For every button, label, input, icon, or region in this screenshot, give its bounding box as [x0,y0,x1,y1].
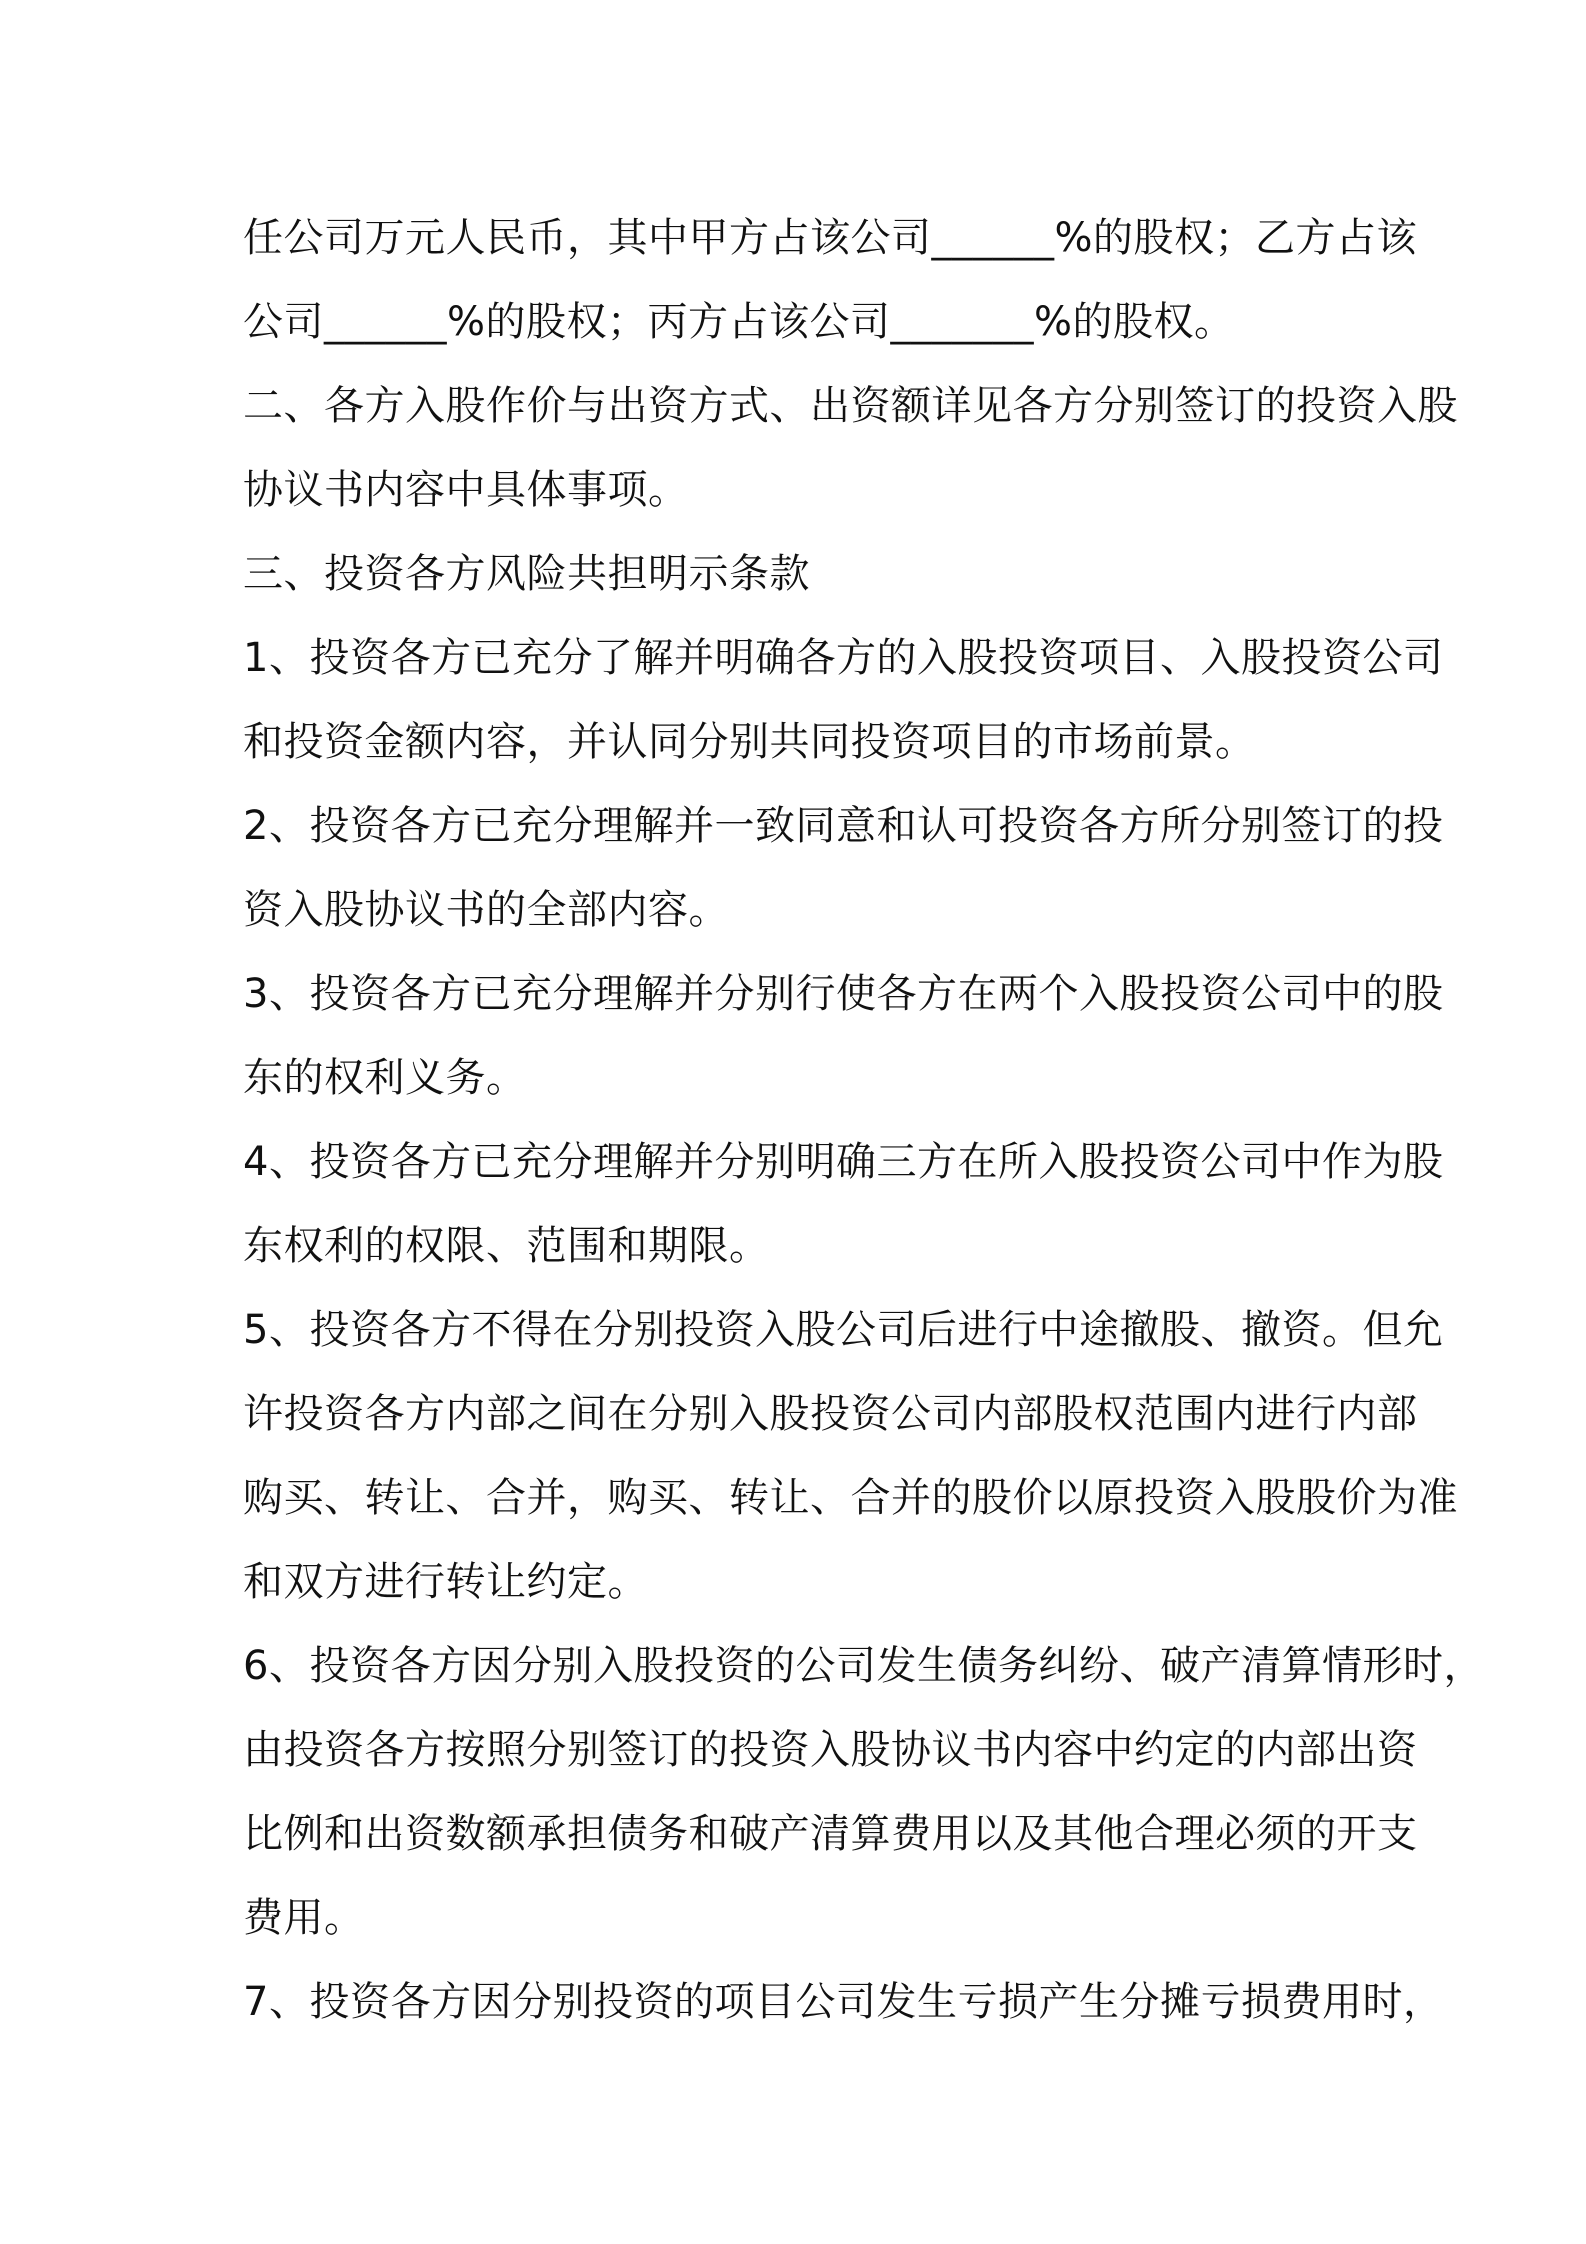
text-line: 许投资各方内部之间在分别入股投资公司内部股权范围内进行内部 [243,1391,1418,1437]
text-line: 4、投资各方已充分理解并分别明确三方在所入股投资公司中作为股 [243,1139,1444,1185]
section-heading: 三、投资各方风险共担明示条款 [243,551,810,597]
document-body [243,196,1484,2044]
text-line: 东权利的权限、范围和期限。 [243,1223,770,1269]
text-line: 购买、转让、合并，购买、转让、合并的股价以原投资入股股价为准 [243,1475,1458,1521]
text-line: 由投资各方按照分别签订的投资入股协议书内容中约定的内部出资 [243,1727,1418,1773]
text-line: 任公司万元人民币，其中甲方占该公司______%的股权；乙方占该 [243,215,1418,261]
text-line: 费用。 [243,1895,365,1941]
text-line: 和投资金额内容，并认同分别共同投资项目的市场前景。 [243,719,1256,765]
text-line: 1、投资各方已充分了解并明确各方的入股投资项目、入股投资公司 [243,635,1444,681]
text-line: 2、投资各方已充分理解并一致同意和认可投资各方所分别签订的投 [243,803,1444,849]
text-line: 协议书内容中具体事项。 [243,467,689,513]
text-line: 比例和出资数额承担债务和破产清算费用以及其他合理必须的开支 [243,1811,1418,1857]
text-line: 3、投资各方已充分理解并分别行使各方在两个入股投资公司中的股 [243,971,1444,1017]
text-line: 东的权利义务。 [243,1055,527,1101]
text-line: 6、投资各方因分别入股投资的公司发生债务纠纷、破产清算情形时， [243,1643,1484,1689]
text-line: 5、投资各方不得在分别投资入股公司后进行中途撤股、撤资。但允 [243,1307,1444,1353]
text-line: 7、投资各方因分别投资的项目公司发生亏损产生分摊亏损费用时， [243,1979,1444,2025]
text-line: 资入股协议书的全部内容。 [243,887,729,933]
text-line: 和双方进行转让约定。 [243,1559,648,1605]
text-line: 公司______%的股权；丙方占该公司_______%的股权。 [243,299,1235,345]
text-line: 二、各方入股作价与出资方式、出资额详见各方分别签订的投资入股 [243,383,1458,429]
